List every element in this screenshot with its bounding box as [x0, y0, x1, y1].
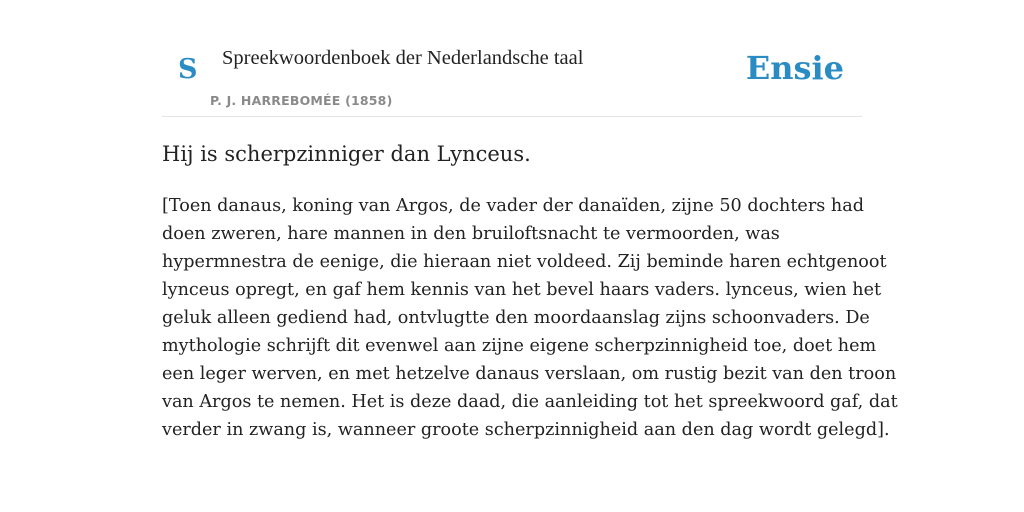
entry-line: hypermnestra de eenige, die hieraan niet voldeed. Zij beminde haren echtgenoot [162, 252, 887, 272]
letter-logo[interactable]: S [178, 54, 198, 85]
entry-line: [Toen danaus, koning van Argos, de vader der danaïden, zijne 50 dochters had [162, 196, 864, 216]
entry-body [162, 192, 898, 444]
entry-line: mythologie schrijft dit evenwel aan zijne eigene scherpzinnigheid toe, doet hem [162, 336, 877, 356]
source-header [162, 0, 862, 117]
ensie-logo[interactable]: Ensie [745, 49, 844, 87]
entry-line: van Argos te nemen. Het is deze daad, die aanleiding tot het spreekwoord gaf, dat [162, 392, 898, 412]
entry-line: een leger werven, en met hetzelve danaus verslaan, om rustig bezit van den troon [162, 364, 897, 384]
entry-title: Hij is scherpzinniger dan Lynceus. [162, 142, 531, 166]
entry-line: doen zweren, hare mannen in den bruiloftsnacht te vermoorden, was [162, 224, 780, 244]
entry-line: geluk alleen gediend had, ontvlugtte den moordaanslag zijns schoonvaders. De [162, 308, 870, 328]
entry-line: lynceus opregt, en gaf hem kennis van het bevel haars vaders. lynceus, wien het [162, 280, 882, 300]
book-author: P. J. HARREBOMÉE (1858) [210, 93, 393, 108]
book-title[interactable]: Spreekwoordenboek der Nederlandsche taal [222, 47, 584, 69]
entry-line: verder in zwang is, wanneer groote scherpzinnigheid aan den dag wordt gelegd]. [162, 420, 890, 440]
